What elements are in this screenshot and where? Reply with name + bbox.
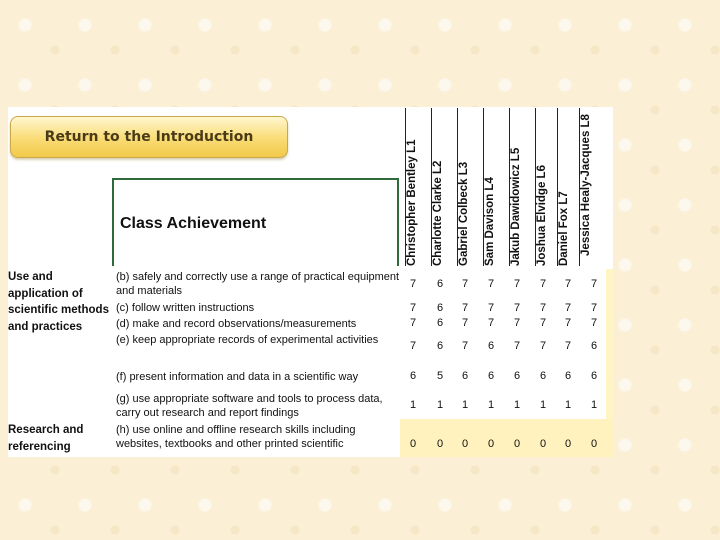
- score-row: [400, 317, 606, 331]
- score-cell: 7: [513, 340, 521, 352]
- score-cell: 6: [487, 370, 495, 382]
- score-cell: 5: [436, 370, 444, 382]
- score-cell: 7: [564, 302, 572, 314]
- score-cell: 6: [564, 370, 572, 382]
- score-cell: 7: [461, 340, 469, 352]
- score-cell: 7: [487, 278, 495, 290]
- score-cell: 7: [409, 317, 417, 329]
- student-header: [432, 104, 458, 266]
- student-name: Jakub Dawidowicz L5: [510, 147, 522, 266]
- score-cell: 0: [564, 438, 572, 450]
- score-cell: 7: [564, 317, 572, 329]
- row-label: (d) make and record observations/measurements: [116, 318, 357, 330]
- score-cell: 1: [487, 399, 495, 411]
- score-cell: 7: [409, 340, 417, 352]
- category-label: Research and referencing: [8, 424, 84, 453]
- score-cell: 0: [513, 438, 521, 450]
- row-label: (b) safely and correctly use a range of practical equipment and materials: [116, 271, 400, 297]
- score-cell: 1: [539, 399, 547, 411]
- student-name: Gabriel Colbeck L3: [458, 161, 470, 266]
- student-name: Daniel Fox L7: [558, 191, 570, 266]
- score-cell: 7: [539, 317, 547, 329]
- row-label: (h) use online and offline research skills including websites, textbooks and other printed scientific: [116, 424, 356, 450]
- score-cell: 6: [539, 370, 547, 382]
- score-cell: 7: [539, 278, 547, 290]
- score-cell: 6: [461, 370, 469, 382]
- score-cell: 0: [436, 438, 444, 450]
- score-cell: 6: [436, 302, 444, 314]
- score-cell: 6: [409, 370, 417, 382]
- score-cell: 1: [590, 399, 598, 411]
- score-cell: 7: [590, 278, 598, 290]
- score-cell: 0: [590, 438, 598, 450]
- student-header: [510, 104, 536, 266]
- score-cell: 7: [487, 317, 495, 329]
- score-cell: 7: [461, 278, 469, 290]
- row-label: (f) present information and data in a scientific way: [116, 371, 359, 383]
- score-cell: 0: [487, 438, 495, 450]
- score-cell: 7: [409, 278, 417, 290]
- title-cell: [112, 178, 399, 266]
- score-row: [400, 340, 606, 354]
- return-to-introduction-button[interactable]: Return to the Introduction: [10, 116, 288, 158]
- score-cell: 6: [487, 340, 495, 352]
- score-cell: 6: [436, 278, 444, 290]
- student-header: [406, 104, 432, 266]
- score-cell: 7: [409, 302, 417, 314]
- score-cell: 7: [513, 302, 521, 314]
- score-cell: 1: [513, 399, 521, 411]
- score-cell: 7: [461, 317, 469, 329]
- score-cell: 7: [539, 340, 547, 352]
- score-cell: 7: [590, 317, 598, 329]
- score-row: [400, 370, 606, 384]
- score-cell: 7: [590, 302, 598, 314]
- row-label: (g) use appropriate software and tools to process data, carry out research and report findings: [116, 393, 383, 419]
- score-row: [400, 399, 606, 413]
- score-cell: 1: [409, 399, 417, 411]
- score-cell: 7: [461, 302, 469, 314]
- score-cell: 6: [436, 317, 444, 329]
- score-cell: 1: [461, 399, 469, 411]
- score-cell: 7: [513, 278, 521, 290]
- score-cell: 6: [436, 340, 444, 352]
- row-label: (e) keep appropriate records of experimental activities: [116, 334, 379, 346]
- score-cell: 7: [564, 278, 572, 290]
- score-row: [400, 302, 606, 316]
- student-name: Joshua Elvidge L6: [536, 165, 548, 266]
- score-cell: 0: [539, 438, 547, 450]
- row-label: (c) follow written instructions: [116, 302, 255, 314]
- student-name: Charlotte Clarke L2: [432, 160, 444, 266]
- score-cell: 7: [564, 340, 572, 352]
- score-cell: 6: [590, 340, 598, 352]
- score-cell: 7: [513, 317, 521, 329]
- table-title: Class Achievement: [120, 215, 267, 232]
- student-name: Jessica Healy-Jacques L8: [580, 114, 592, 256]
- score-cell: 6: [590, 370, 598, 382]
- score-cell: 6: [513, 370, 521, 382]
- score-cell: 1: [436, 399, 444, 411]
- student-header: [484, 104, 510, 266]
- score-cell: 0: [461, 438, 469, 450]
- score-cell: 7: [539, 302, 547, 314]
- score-cell: 7: [487, 302, 495, 314]
- score-cell: 1: [564, 399, 572, 411]
- student-name: Christopher Bentley L1: [406, 139, 418, 266]
- category-label: Use and application of scientific methods and practices: [8, 271, 109, 333]
- score-row: [400, 438, 606, 452]
- student-name: Sam Davison L4: [484, 177, 496, 266]
- highlight-strip: [606, 269, 613, 419]
- score-row: [400, 278, 606, 292]
- student-header: [458, 104, 484, 266]
- student-header: [580, 104, 610, 266]
- score-cell: 0: [409, 438, 417, 450]
